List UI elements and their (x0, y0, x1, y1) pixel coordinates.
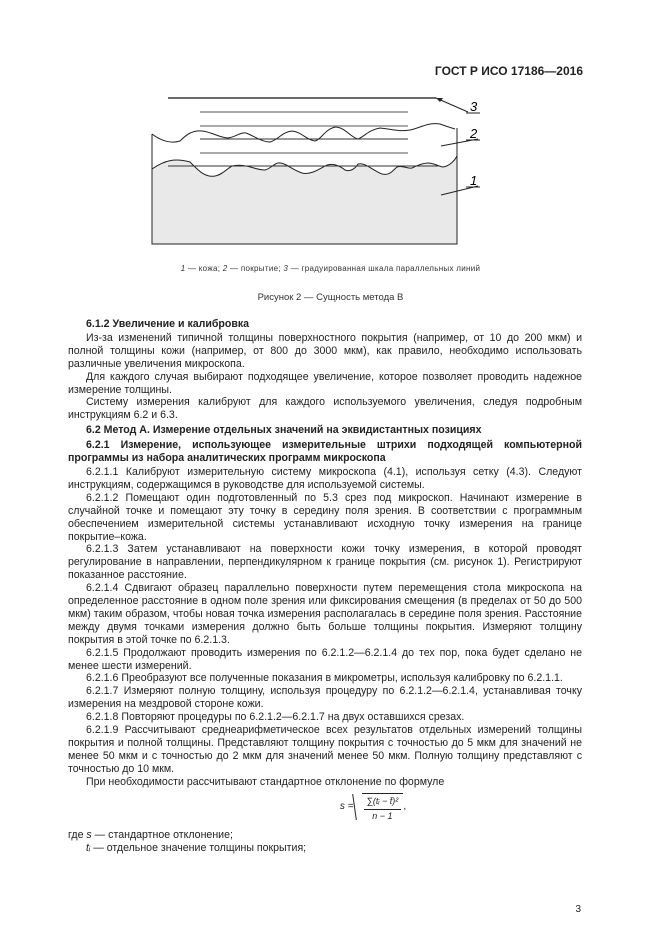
label-2: 2 (470, 126, 478, 141)
paragraph: 6.2.1.4 Сдвигают образец параллельно поверхности путем перемещения стола микроскопа на определенное расстояние в одном поле зрения или фиксирования смещения (в пределах от 50 до 500 мкм) таким образом, чтобы новая точка измерения располагалась в середине поля зрения. Расстояние между двумя точками измерения должно быть больше толщины покрытия. Измеряют толщину покрытия в этой точке по 6.2.1.3. (68, 582, 582, 646)
document-header: ГОСТ Р ИСО 17186—2016 (434, 64, 583, 78)
sqrt-sign (362, 793, 407, 823)
where-text: — отдельное значение толщины покрытия; (90, 841, 307, 854)
paragraph: 6.2.1.1 Калибруют измерительную систему микроскопа (4.1), используя сетку (4.3). Следуют инструкциям, содержащимся в руководстве для используемой системы. (68, 465, 582, 491)
symbol: s (86, 828, 92, 841)
section-heading: 6.2 Метод А. Измерение отдельных значений на эквидистантных позициях (86, 424, 482, 437)
figure-caption: Рисунок 2 — Сущность метода В (257, 292, 404, 303)
where-prefix: где (68, 828, 87, 841)
legend-text: — покрытие; (227, 264, 284, 273)
body-text (68, 316, 582, 854)
paragraph: 6.2.1.8 Повторяют процедуры по 6.2.1.2—6.2.1.7 на двух оставшихся срезах. (86, 711, 465, 724)
skin-layer (152, 156, 457, 244)
paragraph: Из-за изменений типичной толщины поверхностного покрытия (например, от 10 до 200 мкм) и полной толщины кожи (например, от 800 до 3000 мкм), как правило, необходимо использовать различные увеличения микроскопа. (68, 331, 582, 370)
section-heading: 6.1.2 Увеличение и калибровка (86, 318, 250, 330)
paragraph: 6.2.1.9 Рассчитывают среднеарифметическое всех результатов отдельных измерений толщины покрытия и полной толщины. Представляют толщину покрытия с точностью до 5 мкм для значений не менее 50 мкм и с точностью до 2 мкм для значений менее 50 мкм. Полную толщину представляют с точностью до 10 мкм. (68, 724, 582, 775)
section-heading: 6.2.1 Измерение, использующее измерительные штрихи подходящей компьютерной программы из набора аналитических программ микроскопа (68, 439, 582, 465)
paragraph: 6.2.1.6 Преобразуют все полученные показания в микрометры, используя калибровку по 6.2.1.1. (86, 672, 563, 685)
paragraph: 6.2.1.7 Измеряют полную толщину, используя процедуру по 6.2.1.2—6.2.1.4, устанавливая точку измерения на мездровой стороне кожи. (68, 685, 582, 711)
std-dev-formula (164, 793, 582, 823)
legend-num: 1 (180, 264, 186, 273)
legend-num: 2 (222, 264, 228, 273)
formula-numerator: ∑(tᵢ − t̄)² (364, 794, 402, 810)
where-text: — стандартное отклонение; (91, 828, 233, 841)
paragraph: Систему измерения калибруют для каждого используемого увеличения, следуя подробным инструкциям 6.2 и 6.3. (68, 396, 582, 422)
label-1: 1 (470, 173, 478, 188)
formula-comma: , (403, 801, 407, 813)
paragraph: При необходимости рассчитывают стандартное отклонение по формуле (86, 775, 445, 788)
method-b-figure (0, 0, 661, 260)
symbol: tᵢ (86, 841, 91, 854)
paragraph: 6.2.1.2 Помещают один подготовленный по 5.3 срез под микроскоп. Начинают измерение в случайной точке и помещают эту точку в середину поля зрения. В соответствии с программным обеспечением измерительной системы устанавливают исходную точку измерения на границе покрытие–кожа. (68, 491, 582, 543)
label-3: 3 (470, 99, 478, 114)
paragraph: 6.2.1.3 Затем устанавливают на поверхности кожи точку измерения, в которой проводят регулирование в направлении, перпендикулярном к границе покрытия (см. рисунок 1). Регистрируют показанное расстояние. (68, 543, 582, 582)
formula-lhs: s = (339, 801, 354, 813)
legend-text: — градуированная шкала параллельных линий (288, 264, 481, 273)
paragraph: 6.2.1.5 Продолжают проводить измерения по 6.2.1.2—6.2.1.4 до тех пор, пока будет сделано не менее шести измерений. (68, 646, 582, 672)
legend-num: 3 (283, 264, 289, 273)
formula-denominator: n − 1 (372, 810, 393, 821)
page-number: 3 (575, 904, 581, 915)
legend-text: — кожа; (185, 264, 223, 273)
paragraph: Для каждого случая выбирают подходящее увеличение, которое позволяет проводить надежное измерение толщины. (68, 370, 582, 396)
where-line-ti (68, 842, 582, 855)
where-line-s (68, 829, 582, 842)
figure-legend (0, 264, 661, 273)
